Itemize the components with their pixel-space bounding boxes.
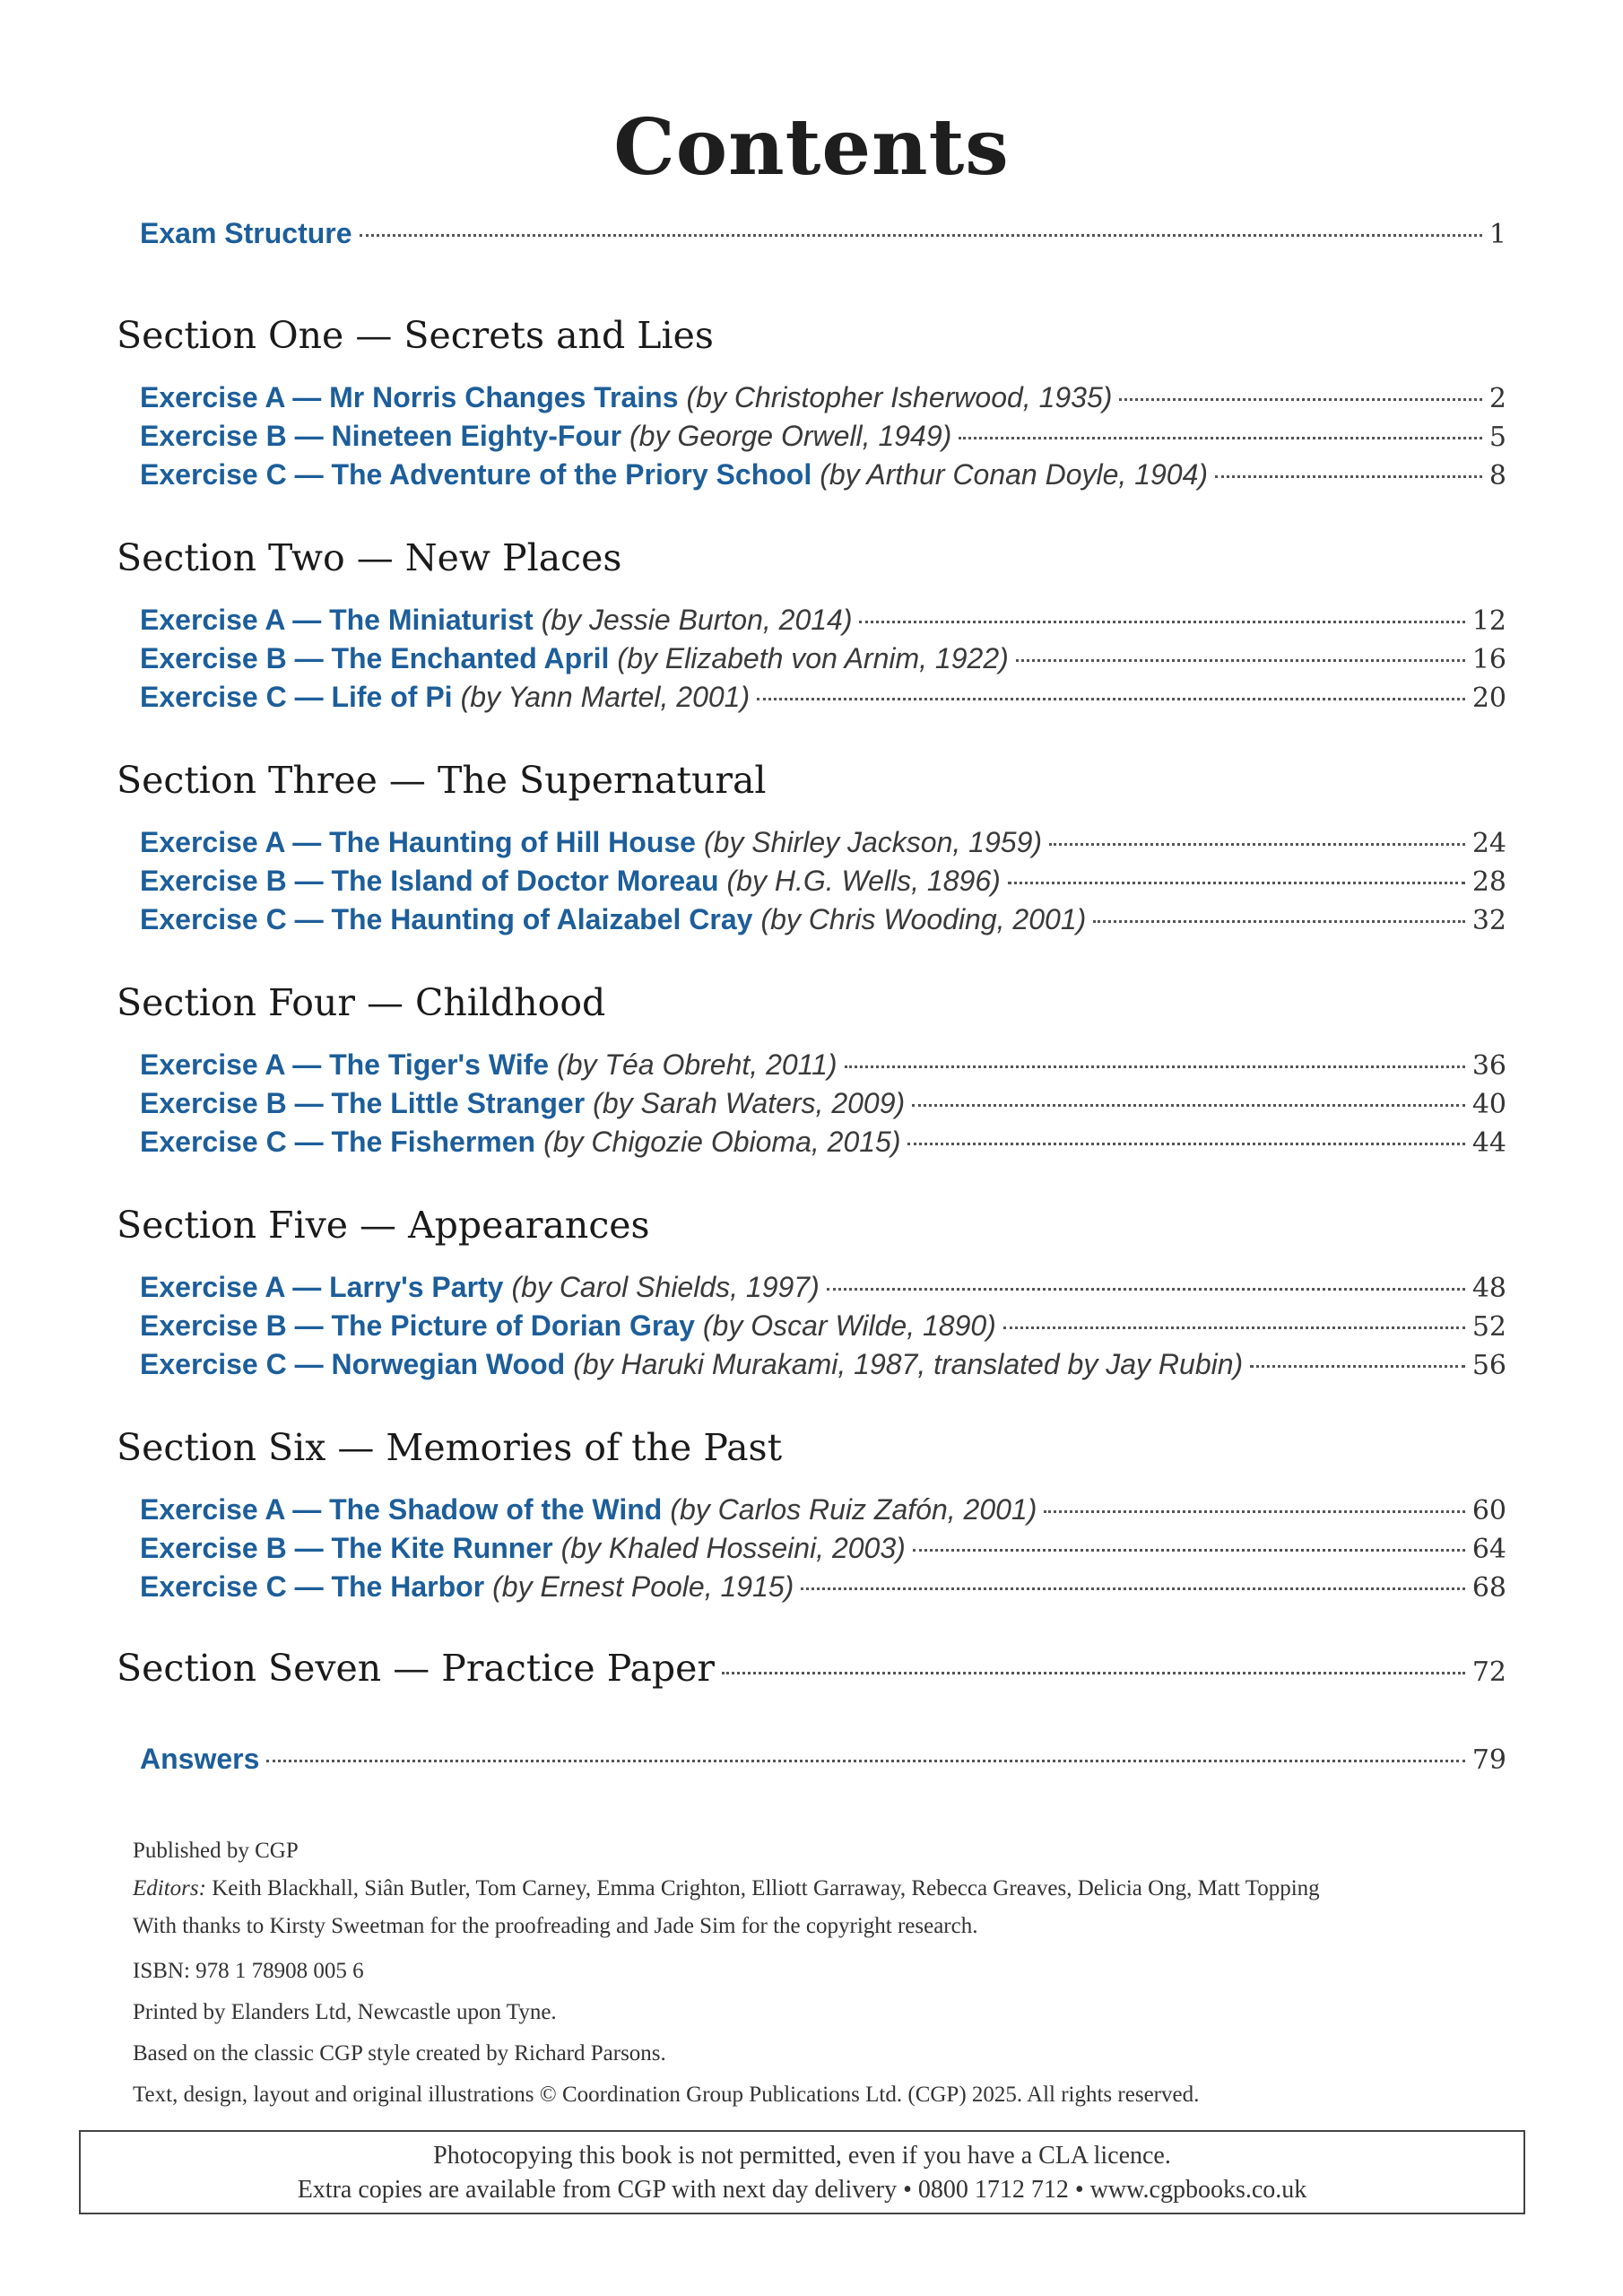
toc-page-number: 44 — [1471, 1127, 1506, 1159]
toc-entry-exercise[interactable] — [140, 420, 1506, 459]
section-heading[interactable]: Section Six — Memories of the Past — [117, 1426, 783, 1469]
section-heading[interactable]: Section One — Secrets and Lies — [117, 314, 714, 357]
toc-page-number: 56 — [1471, 1350, 1506, 1381]
isbn-line: ISBN: 978 1 78908 005 6 — [133, 1959, 364, 1983]
exercise-author: (by Ernest Poole, 1915) — [492, 1570, 794, 1603]
toc-page-number: 36 — [1471, 1050, 1506, 1082]
dot-leader — [266, 1760, 1464, 1762]
toc-page-number: 20 — [1471, 683, 1506, 714]
toc-entry-exercise[interactable] — [140, 1570, 1506, 1610]
exercise-title: Exercise B — The Picture of Dorian Gray — [140, 1309, 695, 1342]
dot-leader — [913, 1549, 1465, 1552]
dot-leader — [959, 437, 1482, 439]
exercise-title: Exercise A — Larry's Party — [140, 1271, 504, 1303]
toc-page-number: 32 — [1471, 905, 1506, 936]
toc-page-number: 68 — [1471, 1572, 1506, 1604]
toc-entry-exercise[interactable] — [140, 1087, 1506, 1126]
exercise-title: Exercise C — The Fishermen — [140, 1126, 536, 1158]
dot-leader — [801, 1587, 1464, 1590]
exercise-author: (by Téa Obreht, 2011) — [557, 1048, 838, 1081]
toc-entry-exercise[interactable] — [140, 1048, 1506, 1088]
toc-page-number: 60 — [1471, 1495, 1506, 1526]
toc-entry-exercise[interactable] — [140, 1493, 1506, 1533]
photocopy-notice-box — [79, 2130, 1525, 2214]
exercise-title: Exercise C — Life of Pi — [140, 681, 453, 713]
exercise-title: Exercise A — The Tiger's Wife — [140, 1048, 550, 1081]
exercise-author: (by Chigozie Obioma, 2015) — [543, 1126, 901, 1158]
toc-page-number: 79 — [1471, 1744, 1506, 1776]
published-by: Published by CGP — [133, 1839, 299, 1863]
exercise-author: (by Chris Wooding, 2001) — [760, 903, 1087, 935]
toc-entry-answers[interactable] — [140, 1743, 1506, 1782]
dot-leader — [1215, 475, 1482, 478]
dot-leader — [859, 621, 1464, 623]
toc-page-number: 5 — [1488, 422, 1506, 453]
toc-page-number: 64 — [1471, 1534, 1506, 1565]
toc-entry-exercise[interactable] — [140, 1126, 1506, 1165]
toc-entry-exercise[interactable] — [140, 1532, 1506, 1571]
based-on-line: Based on the classic CGP style created by Richard Parsons. — [133, 2041, 666, 2066]
exercise-author: (by Oscar Wilde, 1890) — [702, 1309, 996, 1342]
exercise-title: Exercise B — The Little Stranger — [140, 1087, 586, 1119]
exercise-title: Exercise B — Nineteen Eighty-Four — [140, 420, 622, 452]
toc-entry-label: Section Seven — Practice Paper — [117, 1647, 716, 1690]
exercise-title: Exercise B — The Enchanted April — [140, 642, 610, 674]
toc-entry-exercise[interactable] — [140, 903, 1506, 943]
toc-page-number: 1 — [1488, 219, 1506, 250]
exercise-title: Exercise B — The Island of Doctor Moreau — [140, 865, 719, 897]
toc-entry-label: Exam Structure — [140, 217, 352, 249]
printed-line: Printed by Elanders Ltd, Newcastle upon Tyne. — [133, 2000, 557, 2024]
toc-entry-exercise[interactable] — [140, 826, 1506, 865]
toc-entry-section-seven[interactable] — [117, 1647, 1506, 1693]
editors-label: Editors: — [133, 1876, 206, 1900]
toc-entry-exercise[interactable] — [140, 1348, 1506, 1387]
dot-leader — [757, 698, 1465, 700]
section-heading[interactable]: Section Four — Childhood — [117, 981, 606, 1024]
toc-entry-label: Answers — [140, 1743, 260, 1775]
exercise-author: (by Christopher Isherwood, 1935) — [686, 381, 1113, 413]
toc-page-number: 24 — [1471, 828, 1506, 859]
exercise-author: (by Khaled Hosseini, 2003) — [560, 1532, 906, 1564]
exercise-author: (by Yann Martel, 2001) — [460, 681, 751, 713]
exercise-title: Exercise C — Norwegian Wood — [140, 1348, 566, 1380]
editors-line — [133, 1876, 1320, 1901]
exercise-title: Exercise C — The Haunting of Alaizabel Cray — [140, 903, 753, 935]
exercise-title: Exercise A — The Haunting of Hill House — [140, 826, 696, 858]
page-title: Contents — [613, 102, 1010, 193]
toc-entry-exercise[interactable] — [140, 1309, 1506, 1349]
exercise-author: (by Carol Shields, 1997) — [511, 1271, 820, 1303]
toc-page-number: 72 — [1471, 1657, 1506, 1688]
exercise-author: (by Jessie Burton, 2014) — [541, 604, 853, 636]
exercise-author: (by Sarah Waters, 2009) — [593, 1087, 906, 1119]
toc-entry-exercise[interactable] — [140, 1271, 1506, 1310]
dot-leader — [1003, 1326, 1465, 1329]
dot-leader — [912, 1104, 1465, 1107]
dot-leader — [1250, 1365, 1465, 1368]
exercise-author: (by Arthur Conan Doyle, 1904) — [820, 458, 1209, 491]
toc-page-number: 40 — [1471, 1089, 1506, 1120]
dot-leader — [1016, 659, 1465, 662]
toc-page-number: 48 — [1471, 1273, 1506, 1304]
dot-leader — [907, 1143, 1464, 1145]
toc-entry-exercise[interactable] — [140, 381, 1506, 421]
exercise-author: (by H.G. Wells, 1896) — [726, 865, 1001, 897]
exercise-author: (by Shirley Jackson, 1959) — [703, 826, 1043, 858]
exercise-title: Exercise A — The Miniaturist — [140, 604, 534, 636]
toc-page-number: 16 — [1471, 644, 1506, 675]
notice-line-1: Photocopying this book is not permitted, even if you have a CLA licence. — [433, 2142, 1171, 2170]
dot-leader — [360, 234, 1482, 237]
toc-entry-exercise[interactable] — [140, 458, 1506, 498]
toc-entry-exercise[interactable] — [140, 642, 1506, 682]
exercise-title: Exercise C — The Harbor — [140, 1570, 485, 1603]
section-heading[interactable]: Section Five — Appearances — [117, 1204, 650, 1247]
toc-entry-exercise[interactable] — [140, 865, 1506, 904]
toc-page-number: 52 — [1471, 1311, 1506, 1343]
exercise-title: Exercise A — The Shadow of the Wind — [140, 1493, 663, 1526]
dot-leader — [1119, 398, 1481, 401]
editors-names: Keith Blackhall, Siân Butler, Tom Carney, Emma Crighton, Elliott Garraway, Rebecca Greaves, Delicia Ong, Matt Topping — [205, 1876, 1320, 1900]
exercise-author: (by Haruki Murakami, 1987, translated by Jay Rubin) — [573, 1348, 1244, 1380]
exercise-author: (by Carlos Ruiz Zafón, 2001) — [670, 1493, 1037, 1526]
copyright-line: Text, design, layout and original illustrations © Coordination Group Publications Ltd. (CGP) 2025. All rights reserved. — [133, 2083, 1200, 2107]
thanks-line: With thanks to Kirsty Sweetman for the proofreading and Jade Sim for the copyright research. — [133, 1914, 978, 1938]
exercise-author: (by George Orwell, 1949) — [629, 420, 952, 452]
dot-leader — [1044, 1510, 1464, 1513]
dot-leader — [1008, 882, 1465, 884]
toc-page-number: 8 — [1488, 460, 1506, 491]
toc-page-number: 28 — [1471, 866, 1506, 898]
toc-page-number: 12 — [1471, 605, 1506, 637]
section-heading[interactable]: Section Three — The Supernatural — [117, 759, 767, 802]
toc-entry-exercise[interactable] — [140, 681, 1506, 720]
exercise-title: Exercise A — Mr Norris Changes Trains — [140, 381, 679, 413]
notice-line-2: Extra copies are available from CGP with next day delivery • 0800 1712 712 • www.cgpbooks.co.uk — [297, 2176, 1307, 2204]
dot-leader — [845, 1065, 1465, 1068]
dot-leader — [722, 1672, 1465, 1674]
section-heading[interactable]: Section Two — New Places — [117, 536, 622, 579]
exercise-author: (by Elizabeth von Arnim, 1922) — [617, 642, 1009, 674]
exercise-title: Exercise C — The Adventure of the Priory School — [140, 458, 812, 491]
dot-leader — [1093, 920, 1465, 923]
exercise-title: Exercise B — The Kite Runner — [140, 1532, 553, 1564]
dot-leader — [827, 1288, 1465, 1291]
dot-leader — [1049, 843, 1465, 846]
toc-entry-exercise[interactable] — [140, 604, 1506, 643]
toc-page-number: 2 — [1488, 383, 1506, 414]
toc-entry-exam-structure[interactable] — [140, 217, 1506, 257]
